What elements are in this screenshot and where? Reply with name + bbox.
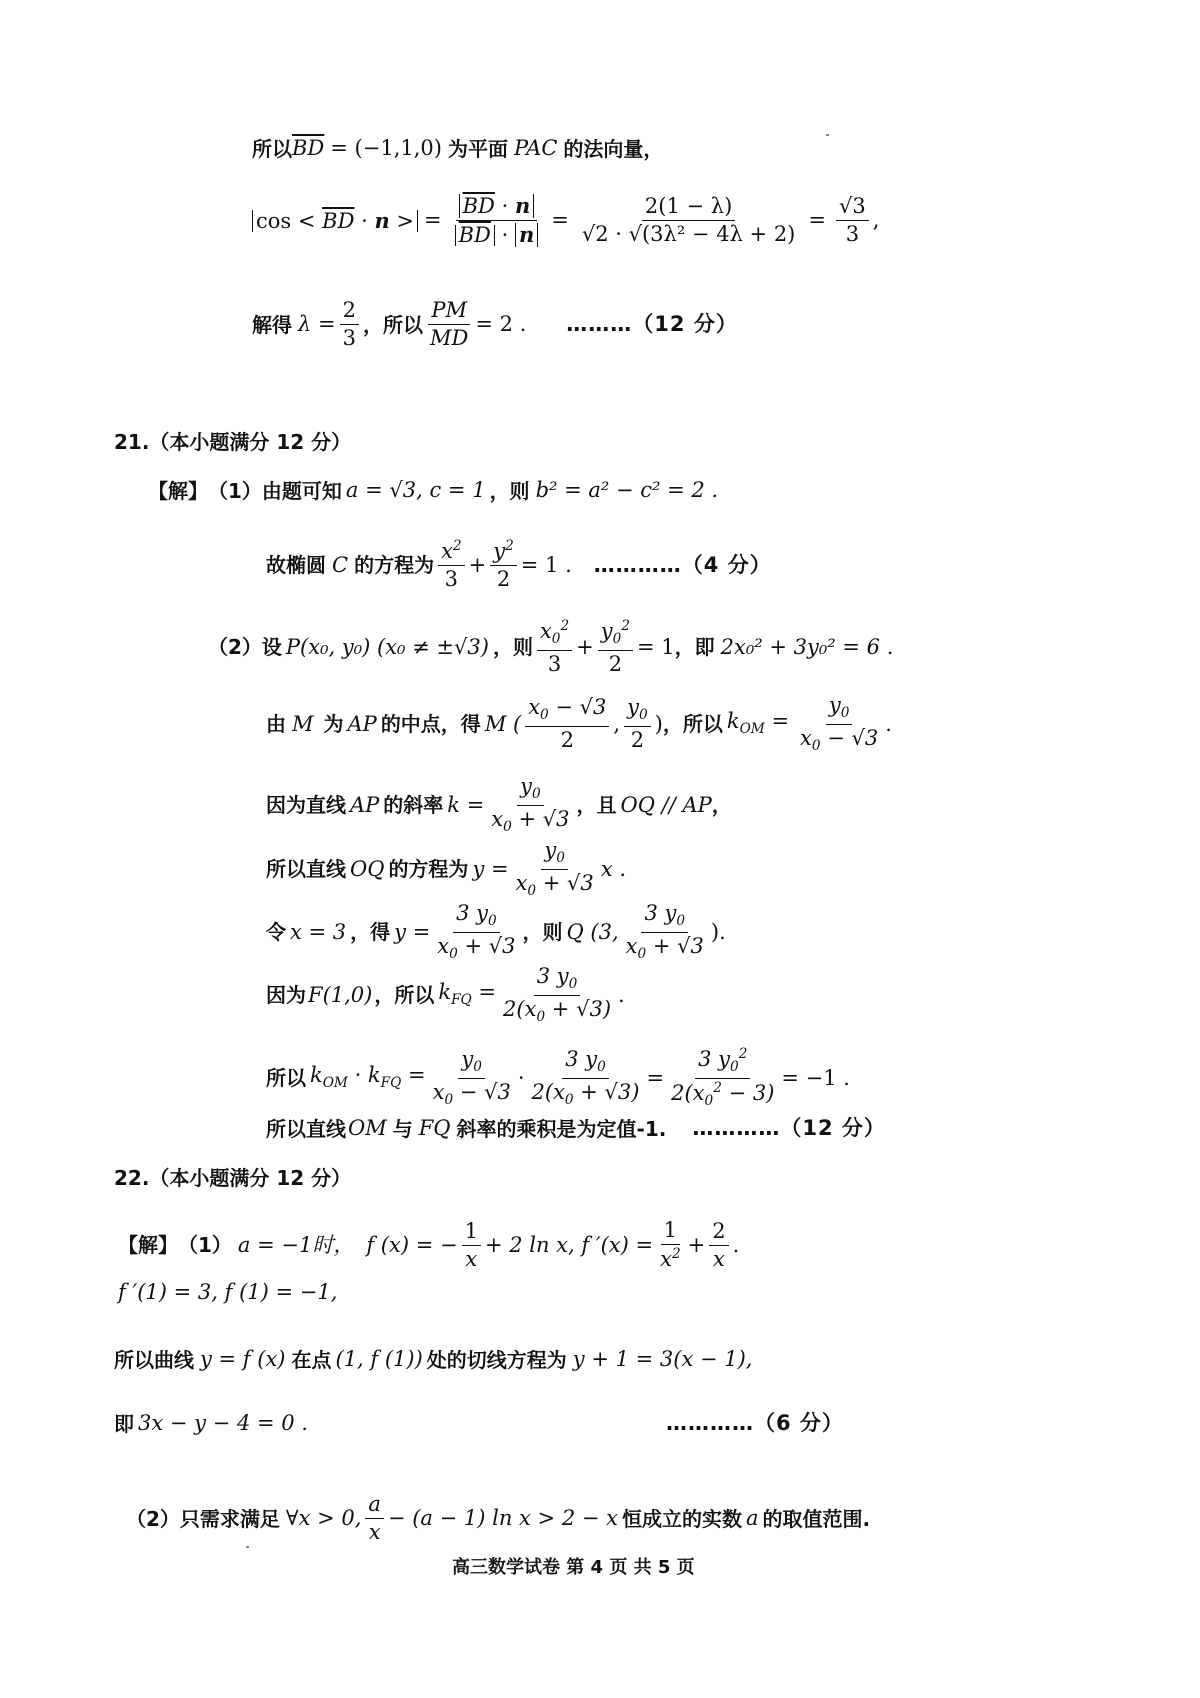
normal-vector-line: 所以 $\overline{BD}$ = (−1,1,0) 为平面 PAC 的法向量， <box>252 136 664 161</box>
q21-conclusion: 所以直线 OM 与 FQ 斜率的乘积是为定值-1. …………（12 分） <box>266 1116 886 1141</box>
q21-slope-product: 所以 $k_{OM} \cdot k_{FQ}$ = $\frac{y_0}{x_0 - √3}$ · $\frac{3 y_0}{2(x_0 + √3)}$ = $\frac{3 y_0^2}{2(x_0^2 - 3)}$ = −1 . <box>266 1046 850 1110</box>
scan-speck <box>246 1546 249 1548</box>
q22-part2: （2）只需求满足 ∀x > 0, $\frac{a}{x}$ − (a − 1) ln x > 2 − x 恒成立的实数 a 的取值范围. <box>126 1492 871 1544</box>
vector-bd: $\overline{BD}$ <box>292 136 325 160</box>
q21-slope-fq: 因为 F(1,0) ，所以 $k_{FQ}$ = $\frac{3 y_0}{2(x_0 + √3)}$ . <box>266 964 625 1026</box>
q22-part1-function: 【解】 （1） a = −1时， f (x) = − $\frac{1}{x}$ + 2 ln x, f ′(x) = $\frac{1}{x^2}$ + $\frac{2}{x}$ . <box>118 1218 740 1271</box>
page-footer: 高三数学试卷 第 4 页 共 5 页 <box>452 1557 695 1578</box>
q22-tangent: 所以曲线 y = f (x) 在点 (1, f (1)) 处的切线方程为 y + 1 = 3(x − 1), <box>114 1347 753 1372</box>
q22-score1 <box>666 1413 844 1434</box>
score-marker: …………（6 分） <box>666 1411 844 1435</box>
q22-tangent-result: 即 3x − y − 4 = 0 . <box>114 1411 308 1436</box>
q21-part2-setup: （2）设 P(x₀, y₀) (x₀ ≠ ±√3) ，则 $\frac{x_0^2}{3}$ + $\frac{y_0^2}{2}$ = 1 ，即 2x₀² + 3y₀² = 6 . <box>208 618 894 676</box>
q21-header: 21.（本小题满分 12 分） <box>114 430 352 454</box>
q21-part1-given: 【解】 （1）由题可知 a = √3, c = 1 ，则 b² = a² − c² = 2 . <box>148 478 719 503</box>
score-marker: …………（12 分） <box>692 1116 886 1140</box>
q21-slope-ap: 因为直线 AP 的斜率 k = $\frac{y_0}{x_0 + √3}$ ，且 OQ // AP ， <box>266 774 732 836</box>
score-marker: ………（12 分） <box>566 312 738 336</box>
q21-point-q: 令 x = 3 ，得 y = $\frac{3 y_0}{x_0 + √3}$ ，则 Q (3, $\frac{3 y_0}{x_0 + √3}$ ). <box>266 901 726 963</box>
lambda-solution: 解得 λ = $\frac{2}{3}$ ，所以 $\frac{PM}{MD}$ = 2 . ………（12 分） <box>252 298 738 350</box>
scan-speck <box>826 134 829 136</box>
q22-values: f ′(1) = 3, f (1) = −1, <box>118 1280 338 1304</box>
q21-ellipse-equation: 故椭圆 C 的方程为 $\frac{x^2}{3}$ + $\frac{y^2}{2}$ = 1 . …………（4 分） <box>266 538 772 591</box>
cosine-formula: $\cos < \overline{BD} \cdot n$ > = $\frac{\overline{BD} \cdot n}{\overline{BD} \cdot n}$ = $\frac{2(1 - \lambda)}{\text{√2 · √(3λ² − 4λ + 2)}}$ = $\frac{√3}{3}$ , <box>252 195 879 246</box>
q21-line-oq: 所以直线 OQ 的方程为 y = $\frac{y_0}{x_0 + √3}$ x . <box>266 838 627 900</box>
score-marker: …………（4 分） <box>593 552 772 577</box>
q22-header: 22.（本小题满分 12 分） <box>114 1166 352 1190</box>
q21-midpoint: 由 M 为 AP 的中点，得 M ( $\frac{x_0 - √3}{2}$ , $\frac{y_0}{2}$ ) ，所以 $k_{OM}$ = $\frac{y_0}{x_0 - √3}$ . <box>266 693 892 755</box>
